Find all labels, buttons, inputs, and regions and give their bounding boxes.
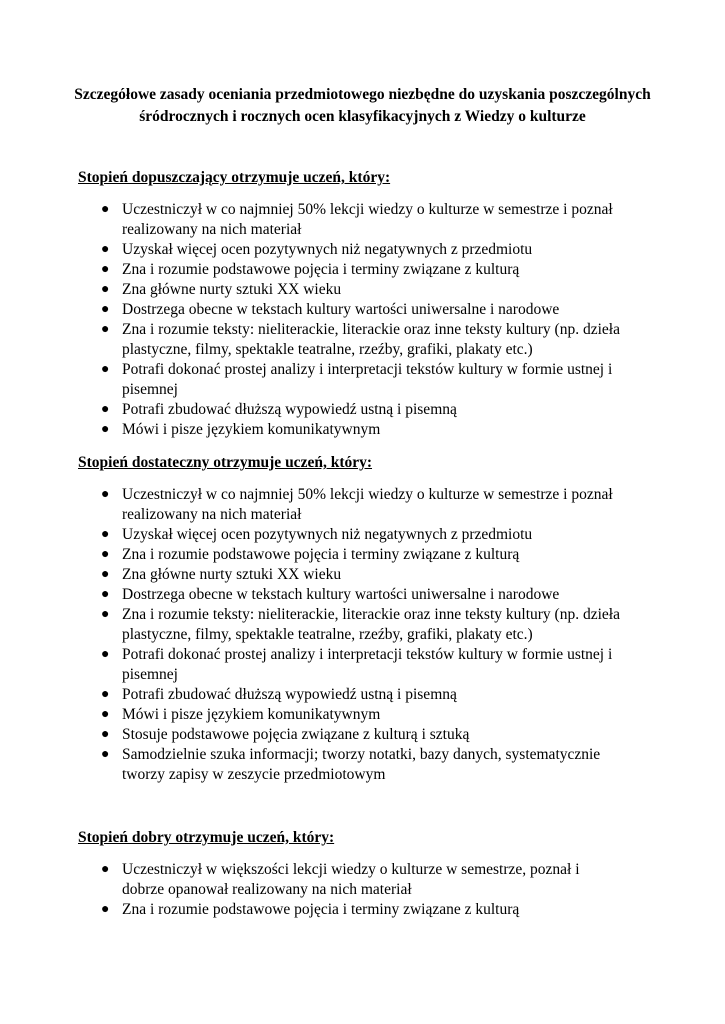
bullet-icon: ●	[101, 567, 110, 582]
bullet-icon: ●	[101, 687, 110, 702]
list-item-text: Uczestniczył w co najmniej 50% lekcji wiedzy o kulturze w semestrze i poznał realizowany na nich materiał	[122, 486, 613, 523]
list-item-text: Uczestniczył w większości lekcji wiedzy o kulturze w semestrze, poznał i dobrze opanował realizowany na nich materiał	[122, 861, 580, 898]
bullet-icon: ●	[101, 607, 110, 622]
list-item-text: Potrafi dokonać prostej analizy i interpretacji tekstów kultury w formie ustnej i pisemnej	[122, 361, 613, 398]
list-item-text: Dostrzega obecne w tekstach kultury wartości uniwersalne i narodowe	[122, 586, 560, 603]
bullet-icon: ●	[101, 202, 110, 217]
bullet-icon: ●	[101, 647, 110, 662]
list-item-text: Mówi i pisze językiem komunikatywnym	[122, 706, 381, 723]
list-item-text: Potrafi zbudować dłuższą wypowiedź ustną i pisemną	[122, 401, 457, 418]
list-item	[78, 525, 622, 545]
document-title-line-1: Szczegółowe zasady oceniania przedmiotowego niezbędne do uzyskania poszczególnych	[74, 86, 651, 103]
list-item	[78, 240, 622, 260]
bullet-icon: ●	[101, 547, 110, 562]
section-heading: Stopień dostateczny otrzymuje uczeń, który:	[78, 454, 373, 471]
criteria-list	[78, 485, 658, 785]
bullet-icon: ●	[101, 242, 110, 257]
bullet-icon: ●	[101, 487, 110, 502]
list-item-text: Zna i rozumie teksty: nieliterackie, literackie oraz inne teksty kultury (np. dzieła plastyczne, filmy, spektakle teatralne, rzeźby, grafiki, plakaty etc.)	[122, 321, 620, 358]
list-item	[78, 565, 622, 585]
list-item	[78, 360, 622, 400]
list-item-text: Zna i rozumie teksty: nieliterackie, literackie oraz inne teksty kultury (np. dzieła plastyczne, filmy, spektakle teatralne, rzeźby, grafiki, plakaty etc.)	[122, 606, 620, 643]
bullet-icon: ●	[101, 527, 110, 542]
list-item	[78, 745, 622, 785]
list-item	[78, 685, 622, 705]
list-item	[78, 300, 622, 320]
list-item	[78, 705, 622, 725]
list-item-text: Dostrzega obecne w tekstach kultury wartości uniwersalne i narodowe	[122, 301, 560, 318]
section-heading: Stopień dopuszczający otrzymuje uczeń, który:	[78, 169, 391, 186]
list-item	[78, 545, 622, 565]
list-item	[78, 320, 622, 360]
bullet-icon: ●	[101, 902, 110, 917]
criteria-list	[78, 200, 658, 440]
list-item-text: Zna i rozumie podstawowe pojęcia i terminy związane z kulturą	[122, 901, 520, 918]
bullet-icon: ●	[101, 322, 110, 337]
bullet-icon: ●	[101, 422, 110, 437]
list-item-text: Samodzielnie szuka informacji; tworzy notatki, bazy danych, systematycznie tworzy zapisy w zeszycie przedmiotowym	[122, 746, 601, 783]
list-item	[78, 900, 622, 920]
bullet-icon: ●	[101, 587, 110, 602]
list-item	[78, 280, 622, 300]
list-item	[78, 605, 622, 645]
list-item-text: Zna główne nurty sztuki XX wieku	[122, 281, 342, 298]
list-item-text: Zna i rozumie podstawowe pojęcia i terminy związane z kulturą	[122, 546, 520, 563]
bullet-icon: ●	[101, 262, 110, 277]
list-item-text: Zna główne nurty sztuki XX wieku	[122, 566, 342, 583]
list-item-text: Uzyskał więcej ocen pozytywnych niż negatywnych z przedmiotu	[122, 526, 533, 543]
list-item	[78, 260, 622, 280]
list-item-text: Stosuje podstawowe pojęcia związane z kulturą i sztuką	[122, 726, 470, 743]
list-item	[78, 645, 622, 685]
bullet-icon: ●	[101, 747, 110, 762]
section-dopuszczajacy	[78, 168, 658, 440]
list-item-text: Potrafi dokonać prostej analizy i interpretacji tekstów kultury w formie ustnej i pisemnej	[122, 646, 613, 683]
bullet-icon: ●	[101, 282, 110, 297]
list-item	[78, 200, 622, 240]
list-item	[78, 400, 622, 420]
section-dobry	[78, 828, 658, 920]
section-heading: Stopień dobry otrzymuje uczeń, który:	[78, 829, 335, 846]
bullet-icon: ●	[101, 302, 110, 317]
section-dostateczny	[78, 453, 658, 785]
list-item-text: Mówi i pisze językiem komunikatywnym	[122, 421, 381, 438]
criteria-list	[78, 860, 658, 920]
list-item	[78, 585, 622, 605]
document-title-line-2: śródrocznych i rocznych ocen klasyfikacyjnych z Wiedzy o kulturze	[139, 108, 586, 125]
list-item	[78, 485, 622, 525]
list-item	[78, 860, 622, 900]
list-item-text: Potrafi zbudować dłuższą wypowiedź ustną i pisemną	[122, 686, 457, 703]
list-item	[78, 725, 622, 745]
bullet-icon: ●	[101, 402, 110, 417]
document-title	[70, 84, 655, 128]
bullet-icon: ●	[101, 862, 110, 877]
list-item-text: Uzyskał więcej ocen pozytywnych niż negatywnych z przedmiotu	[122, 241, 533, 258]
list-item-text: Zna i rozumie podstawowe pojęcia i terminy związane z kulturą	[122, 261, 520, 278]
bullet-icon: ●	[101, 707, 110, 722]
list-item-text: Uczestniczył w co najmniej 50% lekcji wiedzy o kulturze w semestrze i poznał realizowany na nich materiał	[122, 201, 613, 238]
bullet-icon: ●	[101, 727, 110, 742]
list-item	[78, 420, 622, 440]
bullet-icon: ●	[101, 362, 110, 377]
